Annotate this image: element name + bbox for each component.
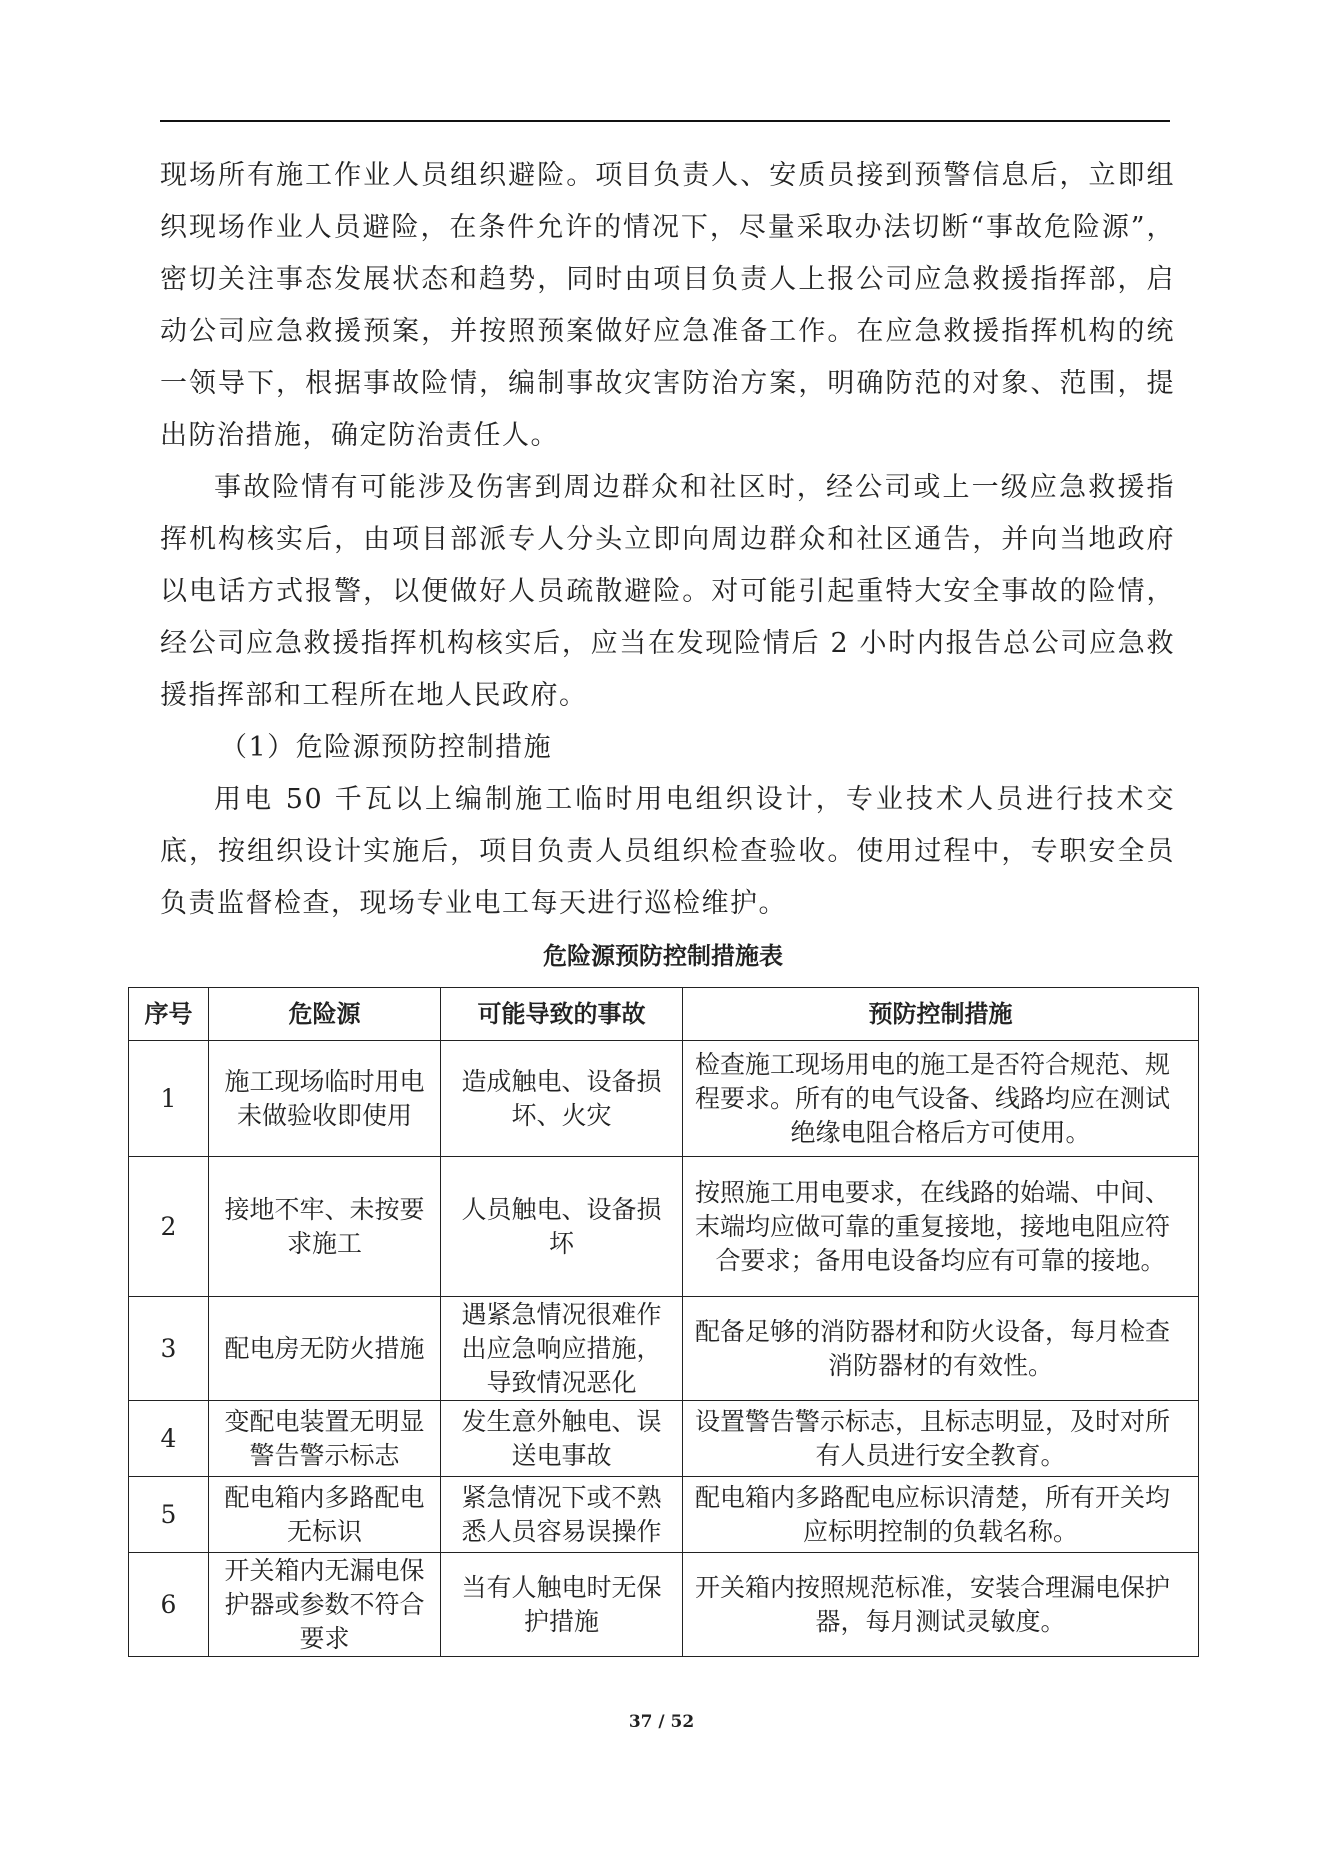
- header-measure: 预防控制措施: [683, 988, 1199, 1041]
- row-accident: 当有人触电时无保护措施: [441, 1553, 683, 1657]
- row-no: 1: [129, 1041, 209, 1157]
- table-row: [129, 1477, 1199, 1553]
- table-row: [129, 1553, 1199, 1657]
- row-measure: 配电箱内多路配电应标识清楚，所有开关均应标明控制的负载名称。: [683, 1477, 1199, 1553]
- header-accident: 可能导致的事故: [441, 988, 683, 1041]
- row-measure: 按照施工用电要求，在线路的始端、中间、末端均应做可靠的重复接地，接地电阻应符合要求；备用电设备均应有可靠的接地。: [683, 1157, 1199, 1297]
- row-accident: 发生意外触电、误送电事故: [441, 1401, 683, 1477]
- row-hazard: 配电房无防火措施: [209, 1297, 441, 1401]
- row-no: 6: [129, 1553, 209, 1657]
- row-measure: 设置警告警示标志，且标志明显，及时对所有人员进行安全教育。: [683, 1401, 1199, 1477]
- table-row: [129, 1041, 1199, 1157]
- page-number: 37 / 52: [628, 1712, 695, 1732]
- header-no: 序号: [129, 988, 209, 1041]
- hazard-control-table: [128, 987, 1199, 1657]
- row-hazard: 开关箱内无漏电保护器或参数不符合要求: [209, 1553, 441, 1657]
- row-hazard: 配电箱内多路配电无标识: [209, 1477, 441, 1553]
- section-heading: （1）危险源预防控制措施: [220, 732, 553, 763]
- table-row: [129, 1157, 1199, 1297]
- paragraph: 用电 50 千瓦以上编制施工临时用电组织设计，专业技术人员进行技术交底，按组织设计实施后，项目负责人员组织检查验收。使用过程中，专职安全员负责监督检查，现场专业电工每天进行巡检维护。: [160, 784, 1175, 919]
- row-measure: 检查施工现场用电的施工是否符合规范、规程要求。所有的电气设备、线路均应在测试绝缘电阻合格后方可使用。: [683, 1041, 1199, 1157]
- header-rule: [160, 120, 1170, 122]
- row-accident: 人员触电、设备损坏: [441, 1157, 683, 1297]
- table-header-row: [129, 988, 1199, 1041]
- row-no: 3: [129, 1297, 209, 1401]
- row-hazard: 接地不牢、未按要求施工: [209, 1157, 441, 1297]
- row-no: 5: [129, 1477, 209, 1553]
- table-row: [129, 1401, 1199, 1477]
- body-text: [160, 150, 1175, 930]
- paragraph: 现场所有施工作业人员组织避险。项目负责人、安质员接到预警信息后，立即组织现场作业人员避险，在条件允许的情况下，尽量采取办法切断“事故危险源”，密切关注事态发展状态和趋势，同时由项目负责人上报公司应急救援指挥部，启动公司应急救援预案，并按照预案做好应急准备工作。在应急救援指挥机构的统一领导下，根据事故险情，编制事故灾害防治方案，明确防范的对象、范围，提出防治措施，确定防治责任人。: [160, 160, 1175, 451]
- row-measure: 配备足够的消防器材和防火设备，每月检查消防器材的有效性。: [683, 1297, 1199, 1401]
- row-accident: 遇紧急情况很难作出应急响应措施，导致情况恶化: [441, 1297, 683, 1401]
- row-hazard: 变配电装置无明显警告警示标志: [209, 1401, 441, 1477]
- table-row: [129, 1297, 1199, 1401]
- row-measure: 开关箱内按照规范标准，安装合理漏电保护器，每月测试灵敏度。: [683, 1553, 1199, 1657]
- header-hazard: 危险源: [209, 988, 441, 1041]
- row-accident: 造成触电、设备损坏、火灾: [441, 1041, 683, 1157]
- row-hazard: 施工现场临时用电未做验收即使用: [209, 1041, 441, 1157]
- row-no: 2: [129, 1157, 209, 1297]
- paragraph: 事故险情有可能涉及伤害到周边群众和社区时，经公司或上一级应急救援指挥机构核实后，由项目部派专人分头立即向周边群众和社区通告，并向当地政府以电话方式报警，以便做好人员疏散避险。对可能引起重特大安全事故的险情，经公司应急救援指挥机构核实后，应当在发现险情后 2 小时内报告总公司应急救援指挥部和工程所在地人民政府。: [160, 472, 1175, 711]
- table-caption: 危险源预防控制措施表: [543, 942, 783, 970]
- row-accident: 紧急情况下或不熟悉人员容易误操作: [441, 1477, 683, 1553]
- row-no: 4: [129, 1401, 209, 1477]
